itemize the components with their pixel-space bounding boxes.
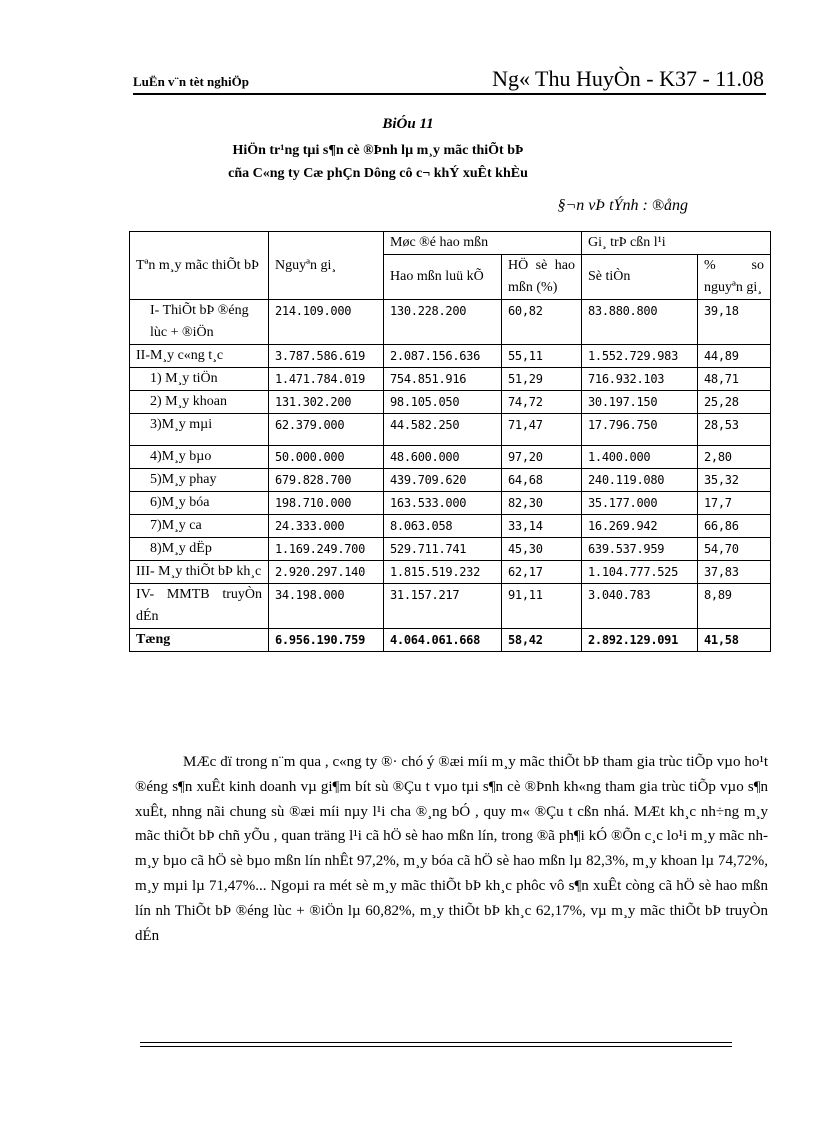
- row-remain: 30.197.150: [582, 391, 698, 414]
- header-remain-group: Gi¸ trÞ cßn l¹i: [582, 232, 771, 255]
- row-original: 50.000.000: [269, 446, 384, 469]
- row-pct: 35,32: [698, 469, 771, 492]
- row-ratio: 71,47: [502, 414, 582, 446]
- row-pct: 25,28: [698, 391, 771, 414]
- row-original: 62.379.000: [269, 414, 384, 446]
- table-row: [130, 515, 771, 538]
- row-name: 2) M¸y khoan: [130, 391, 269, 414]
- row-ratio: 82,30: [502, 492, 582, 515]
- body-paragraph: MÆc dï trong n¨m qua , c«ng ty ®· chó ý ®æi míi m¸y mãc thiÕt bÞ tham gia trùc tiÕp vµo ho¹t ®éng s¶n xuÊt kinh doanh vµ gi¶m bít sù ®Çu t vµo tµi s¶n cè ®Þnh kh«ng tham gia trùc tiÕp vµo s¶n xuÊt, nhng nãi chung sù ®æi míi nµy l¹i cha ®¸ng bÓ , quy m« ®Çu t cßn nhá. MÆt kh¸c nh÷ng m¸y mãc thiÕt bÞ chñ yÕu , quan träng l¹i cã hÖ sè hao mßn lín, trong ®ã ph¶i kÓ ®Õn c¸c lo¹i m¸y mãc nh m¸y bµo cã hÖ sè bµo mßn lín nhÊt 97,2%, m¸y bóa cã hÖ sè hao mßn lµ 82,3%, m¸y khoan lµ 74,72%, m¸y mµi lµ 71,47%... Ngoµi ra mét sè m¸y mãc thiÕt bÞ kh¸c phôc vô s¶n xuÊt còng cã hÖ sè hao mßn lín nh ThiÕt bÞ ®éng lùc + ®iÖn lµ 60,82%, m¸y thiÕt bÞ kh¸c 62,17%, vµ m¸y mãc thiÕt bÞ truyÒn dÉn: [135, 754, 768, 944]
- row-wear: 529.711.741: [384, 538, 502, 561]
- row-name: I- ThiÕt bÞ ®éng lùc + ®iÖn: [130, 300, 269, 345]
- row-wear: 48.600.000: [384, 446, 502, 469]
- table-row: [130, 391, 771, 414]
- row-original: 3.787.586.619: [269, 345, 384, 368]
- row-pct: 8,89: [698, 584, 771, 629]
- row-pct: 48,71: [698, 368, 771, 391]
- row-ratio: 51,29: [502, 368, 582, 391]
- row-remain: 240.119.080: [582, 469, 698, 492]
- total-name: Tæng: [130, 629, 269, 652]
- row-pct: 39,18: [698, 300, 771, 345]
- row-wear: 439.709.620: [384, 469, 502, 492]
- header-wear-amount: Hao mßn luü kÕ: [384, 255, 502, 300]
- header-remain-amount: Sè tiÒn: [582, 255, 698, 300]
- row-original: 1.169.249.700: [269, 538, 384, 561]
- row-ratio: 33,14: [502, 515, 582, 538]
- row-name: IV- MMTB truyÒn dÉn: [130, 584, 269, 629]
- row-wear: 8.063.058: [384, 515, 502, 538]
- row-ratio: 64,68: [502, 469, 582, 492]
- table-row: [130, 368, 771, 391]
- row-wear: 1.815.519.232: [384, 561, 502, 584]
- row-original: 34.198.000: [269, 584, 384, 629]
- table-row: [130, 345, 771, 368]
- row-pct: 28,53: [698, 414, 771, 446]
- header-author: Ng« Thu HuyÒn - K37 - 11.08: [492, 66, 764, 91]
- table-title-line1: HiÖn tr¹ng tµi s¶n cè ®Þnh lµ m¸y mãc thiÕt bÞ: [232, 143, 524, 158]
- total-pct: 41,58: [698, 629, 771, 652]
- unit-note: §¬n vÞ tÝnh : ®ång: [557, 197, 688, 214]
- header-rule: [133, 93, 766, 95]
- row-pct: 17,7: [698, 492, 771, 515]
- table-title-line2: cña C«ng ty Cæ phÇn Dông cô c¬ khÝ xuÊt khÈu: [228, 166, 528, 181]
- row-wear: 31.157.217: [384, 584, 502, 629]
- row-remain: 1.400.000: [582, 446, 698, 469]
- row-ratio: 91,11: [502, 584, 582, 629]
- header-remain-pct: % so nguyªn gi¸: [698, 255, 771, 300]
- row-name: 8)M¸y dËp: [130, 538, 269, 561]
- row-wear: 2.087.156.636: [384, 345, 502, 368]
- header-original: Nguyªn gi¸: [269, 232, 384, 300]
- row-name: 7)M¸y ca: [130, 515, 269, 538]
- header-row-1: [130, 232, 771, 255]
- total-ratio: 58,42: [502, 629, 582, 652]
- row-original: 24.333.000: [269, 515, 384, 538]
- table-row: [130, 492, 771, 515]
- table-label: BiÓu 11: [382, 116, 434, 132]
- header-name: Tªn m¸y mãc thiÕt bÞ: [130, 232, 269, 300]
- row-remain: 639.537.959: [582, 538, 698, 561]
- row-original: 131.302.200: [269, 391, 384, 414]
- row-pct: 2,80: [698, 446, 771, 469]
- row-wear: 98.105.050: [384, 391, 502, 414]
- row-remain: 83.880.800: [582, 300, 698, 345]
- table-row: [130, 469, 771, 492]
- row-original: 214.109.000: [269, 300, 384, 345]
- row-remain: 3.040.783: [582, 584, 698, 629]
- row-original: 679.828.700: [269, 469, 384, 492]
- header-wear-group: Møc ®é hao mßn: [384, 232, 582, 255]
- row-remain: 17.796.750: [582, 414, 698, 446]
- row-wear: 163.533.000: [384, 492, 502, 515]
- row-pct: 66,86: [698, 515, 771, 538]
- table-row: [130, 561, 771, 584]
- total-original: 6.956.190.759: [269, 629, 384, 652]
- row-wear: 754.851.916: [384, 368, 502, 391]
- footer-rule-top: [140, 1042, 732, 1043]
- asset-table: [129, 231, 771, 652]
- table-row: [130, 414, 771, 446]
- row-remain: 1.552.729.983: [582, 345, 698, 368]
- row-remain: 35.177.000: [582, 492, 698, 515]
- row-ratio: 60,82: [502, 300, 582, 345]
- row-remain: 716.932.103: [582, 368, 698, 391]
- row-ratio: 97,20: [502, 446, 582, 469]
- row-pct: 37,83: [698, 561, 771, 584]
- row-ratio: 45,30: [502, 538, 582, 561]
- row-name: 1) M¸y tiÖn: [130, 368, 269, 391]
- table-row: [130, 584, 771, 629]
- table-row: [130, 538, 771, 561]
- row-remain: 16.269.942: [582, 515, 698, 538]
- row-original: 1.471.784.019: [269, 368, 384, 391]
- row-ratio: 74,72: [502, 391, 582, 414]
- total-wear: 4.064.061.668: [384, 629, 502, 652]
- row-name: 5)M¸y phay: [130, 469, 269, 492]
- row-ratio: 62,17: [502, 561, 582, 584]
- row-name: 3)M¸y mµi: [130, 414, 269, 446]
- row-wear: 44.582.250: [384, 414, 502, 446]
- row-pct: 54,70: [698, 538, 771, 561]
- row-name: 6)M¸y bóa: [130, 492, 269, 515]
- page-header: [133, 66, 766, 94]
- row-wear: 130.228.200: [384, 300, 502, 345]
- row-remain: 1.104.777.525: [582, 561, 698, 584]
- footer-rule-bottom: [140, 1046, 732, 1047]
- table-row: [130, 446, 771, 469]
- row-original: 198.710.000: [269, 492, 384, 515]
- total-remain: 2.892.129.091: [582, 629, 698, 652]
- header-thesis-label: LuËn v¨n tèt nghiÖp: [133, 74, 249, 89]
- total-row: [130, 629, 771, 652]
- row-pct: 44,89: [698, 345, 771, 368]
- table-row: [130, 300, 771, 345]
- row-name: 4)M¸y bµo: [130, 446, 269, 469]
- row-name: III- M¸y thiÕt bÞ kh¸c: [130, 561, 269, 584]
- row-ratio: 55,11: [502, 345, 582, 368]
- row-name: II-M¸y c«ng t¸c: [130, 345, 269, 368]
- row-original: 2.920.297.140: [269, 561, 384, 584]
- header-wear-ratio: HÖ sè hao mßn (%): [502, 255, 582, 300]
